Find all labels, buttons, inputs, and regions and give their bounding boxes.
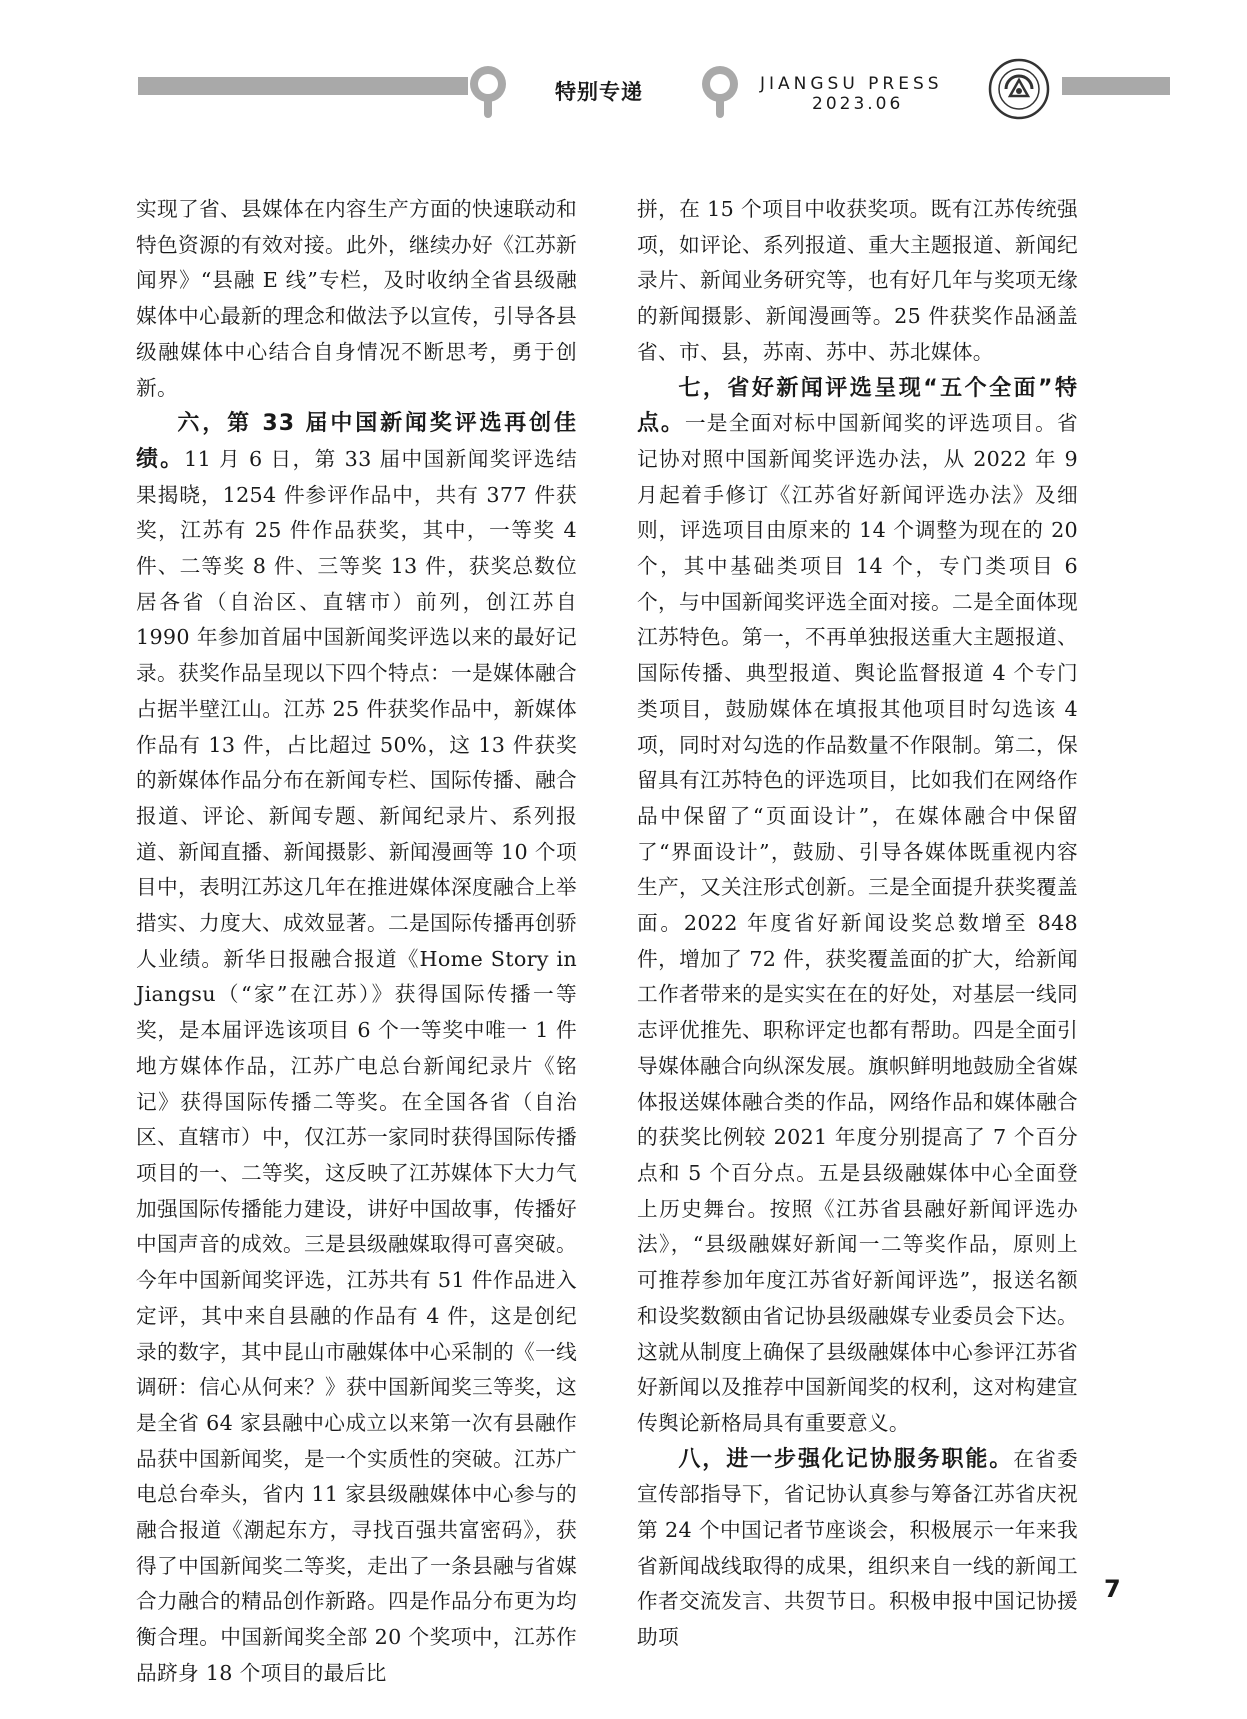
paragraph: [637, 1442, 1078, 1656]
paragraph: [136, 406, 577, 1691]
section-heading: 七，省好新闻评选呈现“五个全面”特点。: [637, 375, 1078, 437]
pin-icon: [702, 66, 738, 118]
press-name: JIANGSU PRESS: [760, 74, 943, 94]
page-number: 7: [1104, 1575, 1121, 1603]
paragraph: [637, 371, 1078, 1442]
pin-icon: [470, 66, 506, 118]
right-column: [637, 192, 1078, 1656]
header-bar-left: [138, 77, 468, 95]
paragraph: 实现了省、县媒体在内容生产方面的快速联动和特色资源的有效对接。此外，继续办好《江苏新闻界》“县融 E 线”专栏，及时收纳全省县级融媒体中心最新的理念和做法予以宣传，引导各县级融媒体中心结合自身情况不断思考，勇于创新。: [136, 197, 577, 400]
issue-date: 2023.06: [812, 94, 904, 114]
paragraph: 拼，在 15 个项目中收获奖项。既有江苏传统强项，如评论、系列报道、重大主题报道、新闻纪录片、新闻业务研究等，也有好几年与奖项无缘的新闻摄影、新闻漫画等。25 件获奖作品涵盖省、市、县，苏南、苏中、苏北媒体。: [637, 197, 1078, 364]
press-masthead: [760, 74, 943, 114]
association-seal-icon: [988, 58, 1050, 120]
section-heading: 六，第 33 届中国新闻奖评选再创佳绩。: [136, 411, 577, 472]
section-heading: 八，进一步强化记协服务职能。: [678, 1446, 1014, 1472]
paragraph-text: 11 月 6 日，第 33 届中国新闻奖评选结果揭晓，1254 件参评作品中，共有 377 件获奖，江苏有 25 件作品获奖，其中，一等奖 4 件、二等奖 8 件、三等奖 13 件，获奖总数位居各省（自治区、直辖市）前列，创江苏自 1990 年参加首届中国新闻奖评选以来的最好记录。获奖作品呈现以下四个特点：一是媒体融合占据半壁江山。江苏 25 件获奖作品中，新媒体作品有 13 件，占比超过 50%，这 13 件获奖的新媒体作品分布在新闻专栏、国际传播、融合报道、评论、新闻专题、新闻纪录片、系列报道、新闻直播、新闻摄影、新闻漫画等 10 个项目中，表明江苏这几年在推进媒体深度融合上举措实、力度大、成效显著。二是国际传播再创骄人业绩。新华日报融合报道《Home Story in Jiangsu（“家”在江苏）》获得国际传播一等奖，是本届评选该项目 6 个一等奖中唯一 1 件地方媒体作品，江苏广电总台新闻纪录片《铭记》获得国际传播二等奖。在全国各省（自治区、直辖市）中，仅江苏一家同时获得国际传播项目的一、二等奖，这反映了江苏媒体下大力气加强国际传播能力建设，讲好中国故事，传播好中国声音的成效。三是县级融媒取得可喜突破。今年中国新闻奖评选，江苏共有 51 件作品进入定评，其中来自县融的作品有 4 件，这是创纪录的数字，其中昆山市融媒体中心采制的《一线调研：信心从何来？》获中国新闻奖三等奖，这是全省 64 家县融中心成立以来第一次有县融作品获中国新闻奖，是一个实质性的突破。江苏广电总台牵头，省内 11 家县级融媒体中心参与的融合报道《潮起东方，寻找百强共富密码》，获得了中国新闻奖二等奖，走出了一条县融与省媒合力融合的精品创作新路。四是作品分布更为均衡合理。中国新闻奖全部 20 个奖项中，江苏作品跻身 18 个项目的最后比: [136, 446, 577, 1685]
section-title: 特别专递: [555, 80, 643, 104]
paragraph-text: 在省委宣传部指导下，省记协认真参与筹备江苏省庆祝第 24 个中国记者节座谈会，积极展示一年来我省新闻战线取得的成果，组织来自一线的新闻工作者交流发言、共贺节日。积极申报中国记协援助项: [637, 1446, 1078, 1650]
header-bar-right: [1062, 77, 1170, 95]
paragraph-text: 一是全面对标中国新闻奖的评选项目。省记协对照中国新闻奖评选办法，从 2022 年 9 月起着手修订《江苏省好新闻评选办法》及细则，评选项目由原来的 14 个调整为现在的 20 个，其中基础类项目 14 个，专门类项目 6 个，与中国新闻奖评选全面对接。二是全面体现江苏特色。第一，不再单独报送重大主题报道、国际传播、典型报道、舆论监督报道 4 个专门类项目，鼓励媒体在填报其他项目时勾选该 4 项，同时对勾选的作品数量不作限制。第二，保留具有江苏特色的评选项目，比如我们在网络作品中保留了“页面设计”，在媒体融合中保留了“界面设计”，鼓励、引导各媒体既重视内容生产，又关注形式创新。三是全面提升获奖覆盖面。2022 年度省好新闻设奖总数增至 848 件，增加了 72 件，获奖覆盖面的扩大，给新闻工作者带来的是实实在在的好处，对基层一线同志评优推先、职称评定也都有帮助。四是全面引导媒体融合向纵深发展。旗帜鲜明地鼓励全省媒体报送媒体融合类的作品，网络作品和媒体融合的获奖比例较 2021 年度分别提高了 7 个百分点和 5 个百分点。五是县级融媒体中心全面登上历史舞台。按照《江苏省县融好新闻评选办法》，“县级融媒好新闻一二等奖作品，原则上可推荐参加年度江苏省好新闻评选”，报送名额和设奖数额由省记协县级融媒专业委员会下达。这就从制度上确保了县级融媒体中心参评江苏省好新闻以及推荐中国新闻奖的权利，这对构建宣传舆论新格局具有重要意义。: [637, 411, 1078, 1435]
left-column: [136, 192, 577, 1692]
